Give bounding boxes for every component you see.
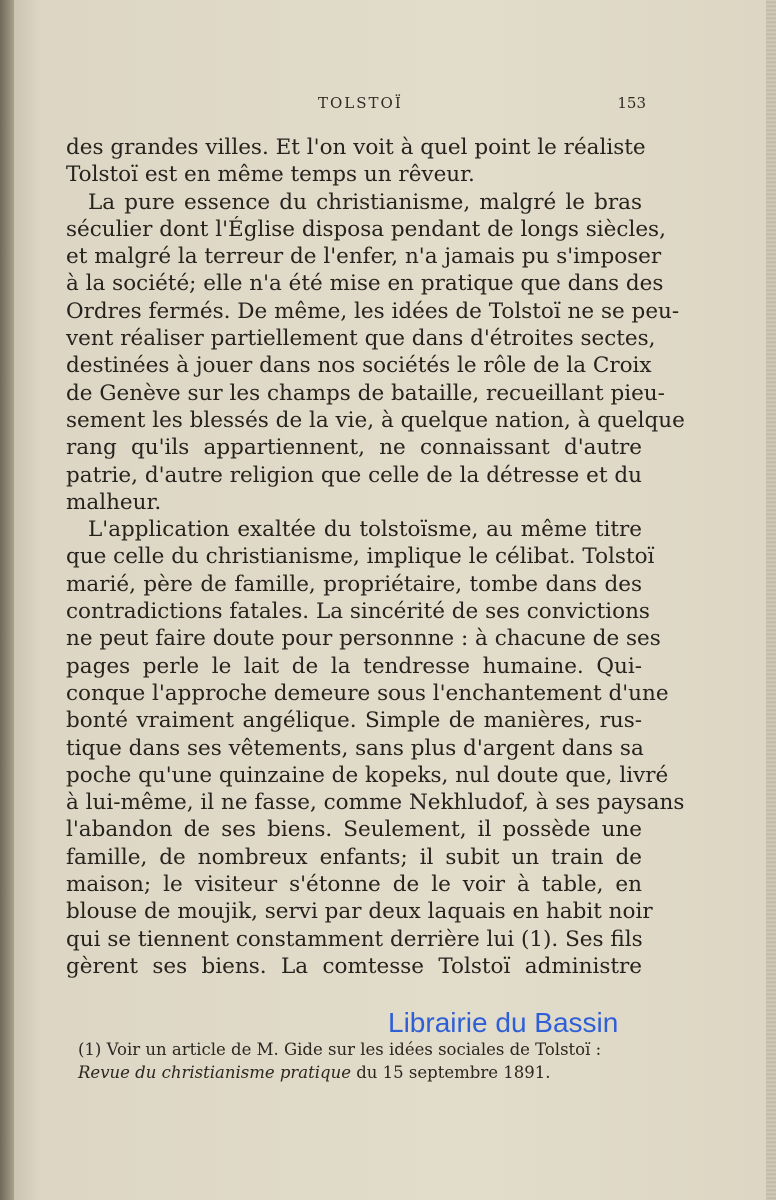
text-line: et malgré la terreur de l'enfer, n'a jamais pu s'imposer bbox=[66, 244, 662, 270]
text-line: de Genève sur les champs de bataille, recueillant pieu- bbox=[66, 380, 665, 406]
text-line: blouse de moujik, servi par deux laquais en habit noir bbox=[66, 899, 653, 925]
text-line: L'application exaltée du tolstoïsme, au même titre bbox=[88, 517, 642, 543]
text-line: maison; le visiteur s'étonne de le voir à table, en bbox=[66, 872, 642, 898]
page-edge bbox=[766, 0, 776, 1200]
text-line: qui se tiennent constamment derrière lui (1). Ses fils bbox=[66, 926, 643, 952]
text-line: famille, de nombreux enfants; il subit un train de bbox=[66, 844, 642, 870]
text-line: sement les blessés de la vie, à quelque nation, à quelque bbox=[66, 407, 685, 433]
running-head-title: TOLSTOÏ bbox=[318, 94, 403, 112]
text-line: l'abandon de ses biens. Seulement, il possède une bbox=[66, 817, 642, 843]
running-head bbox=[310, 94, 650, 114]
text-line: marié, père de famille, propriétaire, tombe dans des bbox=[66, 571, 642, 597]
text-line: contradictions fatales. La sincérité de ses convictions bbox=[66, 599, 650, 625]
text-line: La pure essence du christianisme, malgré le bras bbox=[88, 189, 642, 215]
text-line: patrie, d'autre religion que celle de la détresse et du bbox=[66, 462, 642, 488]
bookseller-watermark: Librairie du Bassin bbox=[388, 1007, 619, 1038]
text-line: vent réaliser partiellement que dans d'étroites sectes, bbox=[66, 326, 656, 352]
body-text bbox=[66, 134, 685, 980]
text-line: pages perle le lait de la tendresse humaine. Qui- bbox=[66, 653, 642, 679]
text-line: gèrent ses biens. La comtesse Tolstoï administre bbox=[66, 953, 642, 979]
text-line: que celle du christianisme, implique le célibat. Tolstoï bbox=[66, 544, 655, 570]
text-line: Tolstoï est en même temps un rêveur. bbox=[66, 162, 475, 188]
text-line: séculier dont l'Église disposa pendant de longs siècles, bbox=[66, 216, 666, 242]
footnote-line bbox=[78, 1061, 658, 1084]
text-line: poche qu'une quinzaine de kopeks, nul doute que, livré bbox=[66, 762, 669, 788]
text-line: à lui-même, il ne fasse, comme Nekhludof, à ses paysans bbox=[66, 790, 685, 816]
footnote bbox=[78, 1038, 658, 1084]
text-line: rang qu'ils appartiennent, ne connaissant d'autre bbox=[66, 435, 642, 461]
text-line: conque l'approche demeure sous l'enchantement d'une bbox=[66, 680, 669, 706]
text-line: à la société; elle n'a été mise en pratique que dans des bbox=[66, 271, 664, 297]
text-line: tique dans ses vêtements, sans plus d'argent dans sa bbox=[66, 735, 644, 761]
text-line: des grandes villes. Et l'on voit à quel point le réaliste bbox=[66, 135, 646, 160]
text-line: ne peut faire doute pour personnne : à chacune de ses bbox=[66, 626, 661, 652]
footnote-date: du 15 septembre 1891. bbox=[351, 1063, 551, 1082]
text-line: bonté vraiment angélique. Simple de manières, rus- bbox=[66, 708, 642, 734]
footnote-line: (1) Voir un article de M. Gide sur les idées sociales de Tolstoï : bbox=[78, 1040, 602, 1059]
binding-shadow bbox=[0, 0, 14, 1200]
page-number: 153 bbox=[617, 94, 646, 112]
text-line: Ordres fermés. De même, les idées de Tolstoï ne se peu- bbox=[66, 298, 680, 324]
text-line: destinées à jouer dans nos sociétés le rôle de la Croix bbox=[66, 353, 652, 379]
text-line: malheur. bbox=[66, 489, 162, 515]
footnote-journal-title: Revue du christianisme pratique bbox=[78, 1063, 351, 1082]
